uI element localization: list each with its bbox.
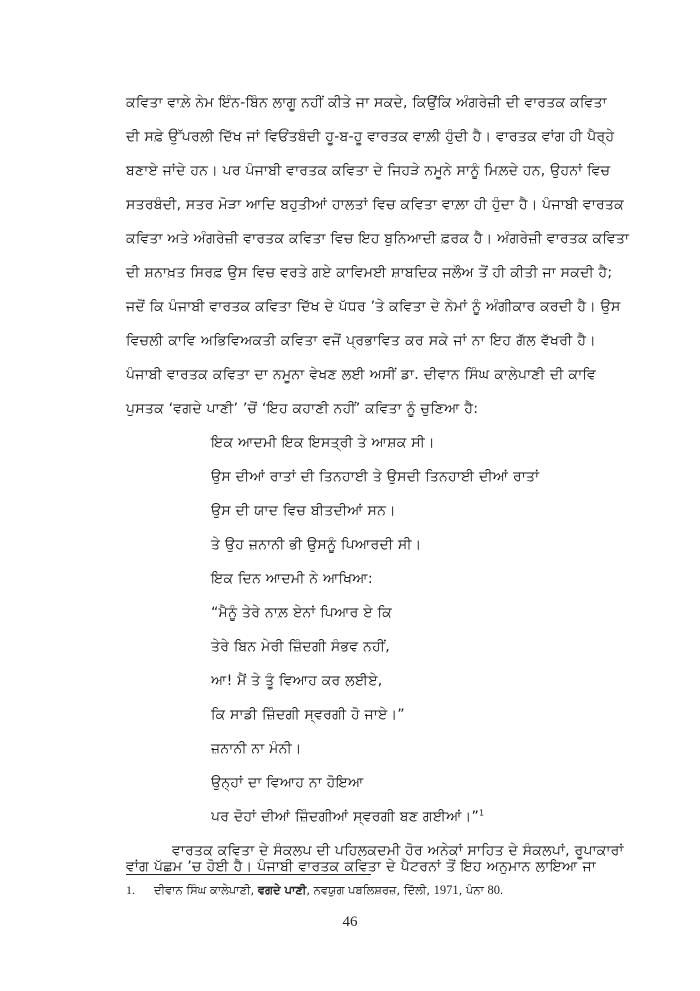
paragraph-line: ਦੀ ਸ਼ਨਾਖ਼ਤ ਸਿਰਫ਼ ਉਸ ਵਿਚ ਵਰਤੇ ਗਏ ਕਾਵਿਮਈ ਸ਼ਾਬਦਿਕ ਜਲੌਅ ਤੋਂ ਹੀ ਕੀਤੀ ਜਾ ਸਕਦੀ ਹੈ; [126,265,613,281]
poem-line: ਜ਼ਨਾਨੀ ਨਾ ਮੰਨੀ। [211,741,302,757]
footnote-number: 1. [126,883,135,897]
poem-line: ਕਿ ਸਾਡੀ ਜ਼ਿੰਦਗੀ ਸ੍ਵਰਗੀ ਹੋ ਜਾਏ।” [211,707,405,723]
poem-line [211,807,484,827]
paragraph-line: ਜਦੋਂ ਕਿ ਪੰਜਾਬੀ ਵਾਰਤਕ ਕਵਿਤਾ ਦਿੱਖ ਦੇ ਪੱਧਰ ’ਤੇ ਕਵਿਤਾ ਦੇ ਨੇਮਾਂ ਨੂੰ ਅੰਗੀਕਾਰ ਕਰਦੀ ਹੈ। ਉਸ [126,299,621,315]
footnote-page-label: , ਪੰਨਾ [458,883,488,897]
paragraph-line: ਵਿਚਲੀ ਕਾਵਿ ਅਭਿਵਿਅਕਤੀ ਕਵਿਤਾ ਵਜੋਂ ਪ੍ਰਭਾਵਿਤ ਕਰ ਸਕੇ ਜਾਂ ਨਾ ਇਹ ਗੱਲ ਵੱਖਰੀ ਹੈ। [126,333,596,349]
footnote-author: ਦੀਵਾਨ ਸਿੰਘ ਕਾਲੇਪਾਣੀ, [154,883,258,897]
paragraph-line: ਕਵਿਤਾ ਵਾਲ਼ੇ ਨੇਮ ਇੰਨ-ਬਿੰਨ ਲਾਗੂ ਨਹੀਂ ਕੀਤੇ ਜਾ ਸਕਦੇ, ਕਿਉਂਕਿ ਅੰਗਰੇਜ਼ੀ ਦੀ ਵਾਰਤਕ ਕਵਿਤਾ [126,95,607,111]
paragraph-line: ਵਾਂਗ ਪੱਛਮ ’ਚ ਹੋਈ ਹੈ। ਪੰਜਾਬੀ ਵਾਰਤਕ ਕਵਿਤਾ ਦੇ ਪੈਟਰਨਾਂ ਤੋਂ ਇਹ ਅਨੁਮਾਨ ਲਾਇਆ ਜਾ [126,859,596,875]
page-number: 46 [342,914,358,930]
paragraph-line: ਪੰਜਾਬੀ ਵਾਰਤਕ ਕਵਿਤਾ ਦਾ ਨਮੂਨਾ ਵੇਖਣ ਲਈ ਅਸੀਂ ਡਾ. ਦੀਵਾਨ ਸਿੰਘ ਕਾਲੇਪਾਣੀ ਦੀ ਕਾਵਿ [126,367,596,383]
paragraph-line: ਕਵਿਤਾ ਅਤੇ ਅੰਗਰੇਜ਼ੀ ਵਾਰਤਕ ਕਵਿਤਾ ਵਿਚ ਇਹ ਬੁਨਿਆਦੀ ਫ਼ਰਕ ਹੈ। ਅੰਗਰੇਜ਼ੀ ਵਾਰਤਕ ਕਵਿਤਾ [126,231,630,247]
poem-line: ਉਸ ਦੀਆਂ ਰਾਤਾਂ ਦੀ ਤਿਨਹਾਈ ਤੇ ਉਸਦੀ ਤਿਨਹਾਈ ਦੀਆਂ ਰਾਤਾਂ [211,469,540,485]
footnote-page: 80. [487,883,504,897]
poem-line: ਉਨ੍ਹਾਂ ਦਾ ਵਿਆਹ ਨਾ ਹੋਇਆ [211,775,364,791]
footnote [126,882,503,898]
footnote-marker[interactable]: 1 [478,808,485,818]
poem-line: ਇਕ ਦਿਨ ਆਦਮੀ ਨੇ ਆਖਿਆ: [211,571,373,587]
footnote-year: 1971 [433,883,459,897]
poem-line: ਤੇ ਉਹ ਜ਼ਨਾਨੀ ਭੀ ਉਸਨੂੰ ਪਿਆਰਦੀ ਸੀ। [211,537,422,553]
paragraph-line: ਵਾਰਤਕ ਕਵਿਤਾ ਦੇ ਸੰਕਲਪ ਦੀ ਪਹਿਲਕਦਮੀ ਹੋਰ ਅਨੇਕਾਂ ਸਾਹਿਤ ਦੇ ਸੰਕਲਪਾਂ, ਰੂਪਾਕਾਰਾਂ [172,843,624,859]
poem-line: ਆ! ਮੈਂ ਤੇ ਤੂੰ ਵਿਆਹ ਕਰ ਲਈਏ, [211,673,383,689]
poem-line: ਤੇਰੇ ਬਿਨ ਮੇਰੀ ਜ਼ਿੰਦਗੀ ਸੰਭਵ ਨਹੀਂ, [211,639,390,655]
paragraph-line: ਦੀ ਸਫ਼ੇ ਉੱਪਰਲੀ ਦਿੱਖ ਜਾਂ ਵਿਓਂਤਬੰਦੀ ਹੂ-ਬ-ਹੂ ਵਾਰਤਕ ਵਾਲ਼ੀ ਹੁੰਦੀ ਹੈ। ਵਾਰਤਕ ਵਾਂਗ ਹੀ ਪੈਰ੍ਹੇ [126,129,615,145]
poem-line: ਉਸ ਦੀ ਯਾਦ ਵਿਚ ਬੀਤਦੀਆਂ ਸਨ। [211,503,396,519]
footnote-publisher: , ਨਵਯੁਗ ਪਬਲਿਸ਼ਰਜ਼, ਦਿੱਲੀ, [306,883,434,897]
poem-line: ਇਕ ਆਦਮੀ ਇਕ ਇਸਤ੍ਰੀ ਤੇ ਆਸ਼ਕ ਸੀ। [211,435,435,451]
paragraph-line: ਪੁਸਤਕ ‘ਵਗਦੇ ਪਾਣੀ’ ’ਚੋਂ ‘ਇਹ ਕਹਾਣੀ ਨਹੀਂ’ ਕਵਿਤਾ ਨੂੰ ਚੁਣਿਆ ਹੈ: [126,401,479,417]
paragraph-line: ਸਤਰਬੰਦੀ, ਸਤਰ ਮੋੜਾ ਆਦਿ ਬਹੁਤੀਆਂ ਹਾਲਤਾਂ ਵਿਚ ਕਵਿਤਾ ਵਾਲ਼ਾ ਹੀ ਹੁੰਦਾ ਹੈ। ਪੰਜਾਬੀ ਵਾਰਤਕ [126,197,624,213]
poem-line: “ਮੈਨੂੰ ਤੇਰੇ ਨਾਲ਼ ਏਨਾਂ ਪਿਆਰ ਏ ਕਿ [211,605,392,621]
footnote-book-title: ਵਗਦੇ ਪਾਣੀ [257,883,307,897]
poem-line-text: ਪਰ ਦੋਹਾਂ ਦੀਆਂ ਜ਼ਿੰਦਗੀਆਂ ਸ੍ਵਰਗੀ ਬਣ ਗਈਆਂ।” [211,809,479,825]
paragraph-line: ਬਣਾਏ ਜਾਂਦੇ ਹਨ। ਪਰ ਪੰਜਾਬੀ ਵਾਰਤਕ ਕਵਿਤਾ ਦੇ ਜਿਹੜੇ ਨਮੂਨੇ ਸਾਨੂੰ ਮਿਲ਼ਦੇ ਹਨ, ਉਹਨਾਂ ਵਿਚ [126,163,611,179]
